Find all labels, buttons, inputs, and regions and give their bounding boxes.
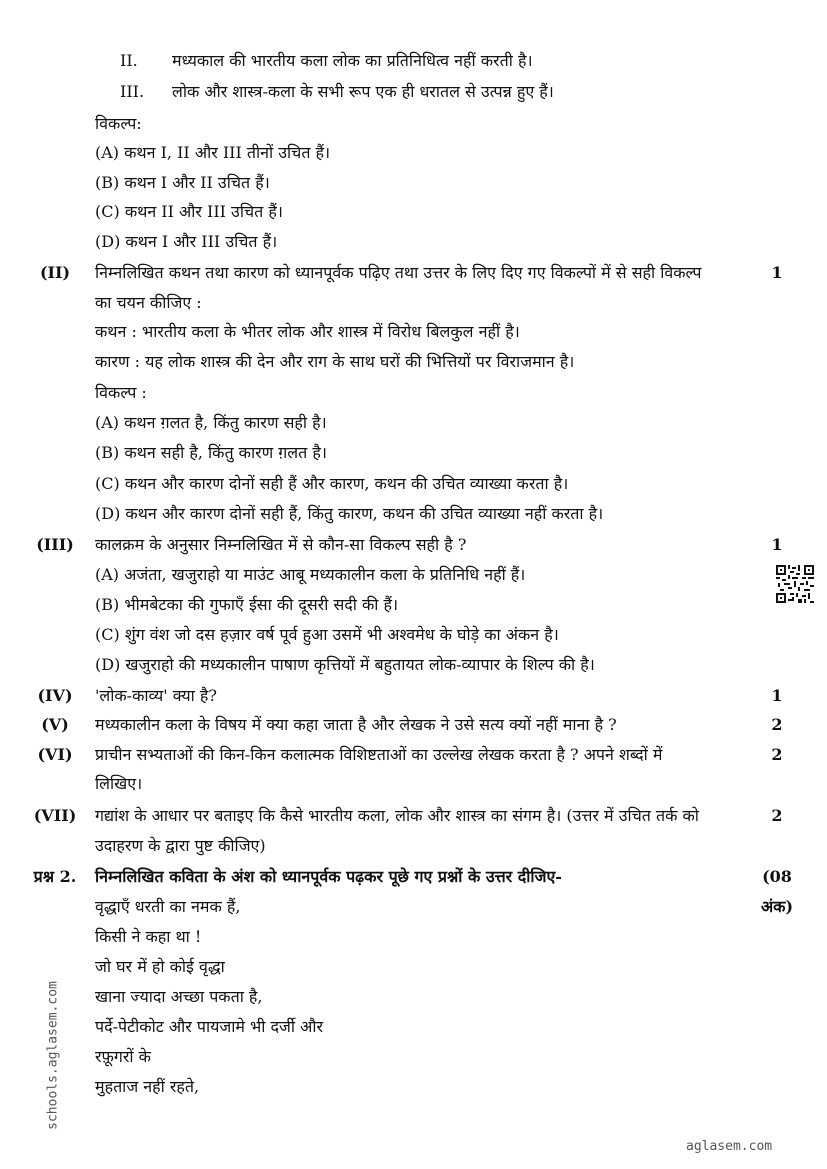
poem-line: जो घर में हो कोई वृद्धा	[95, 957, 225, 976]
option-III-d: (D) खजुराहो की मध्यकालीन पाषाण कृत्तियों में बहुतायत लोक-व्यापार के शिल्प की है।	[95, 655, 595, 674]
bottom-watermark: aglasem.com	[686, 1139, 773, 1154]
question-2-marks-line2: अंक)	[760, 897, 794, 916]
option-a: (A) कथन I, II और III तीनों उचित हैं।	[95, 143, 331, 162]
poem-line: मुहताज नहीं रहते,	[95, 1077, 200, 1096]
statement-III-text: लोक और शास्त्र-कला के सभी रूप एक ही धरातल से उत्पन्न हुए हैं।	[172, 82, 554, 101]
option-b: (B) कथन I और II उचित हैं।	[95, 173, 270, 192]
question-VI-text-line2: लिखिए।	[95, 774, 143, 793]
question-number-VI: (VI)	[37, 745, 73, 764]
question-V-marks: 2	[771, 715, 783, 734]
question-number-IV: (IV)	[37, 686, 73, 705]
question-number-II: (II)	[39, 263, 71, 282]
question-II-text-line2: का चयन कीजिए :	[95, 293, 202, 312]
option-III-a: (A) अजंता, खजुराहो या माउंट आबू मध्यकालीन कला के प्रतिनिधि नहीं हैं।	[95, 565, 526, 584]
question-III-marks: 1	[771, 535, 783, 554]
question-II-text-line1: निम्नलिखित कथन तथा कारण को ध्यानपूर्वक पढ़िए तथा उत्तर के लिए दिए गए विकल्पों में से सही विकल्प	[95, 263, 702, 282]
question-IV-marks: 1	[771, 686, 783, 705]
question-2-instruction: निम्नलिखित कविता के अंश को ध्यानपूर्वक पढ़कर पूछे गए प्रश्नों के उत्तर दीजिए-	[95, 867, 562, 886]
option-II-d: (D) कथन और कारण दोनों सही हैं, किंतु कारण, कथन की उचित व्याख्या नहीं करता है।	[95, 504, 604, 523]
option-III-b: (B) भीमबेटका की गुफाएँ ईसा की दूसरी सदी की हैं।	[95, 595, 399, 614]
options-label-II: विकल्प :	[95, 383, 147, 402]
statement-II-number: II.	[120, 51, 138, 70]
option-II-b: (B) कथन सही है, किंतु कारण ग़लत है।	[95, 443, 327, 462]
option-c: (C) कथन II और III उचित हैं।	[95, 202, 283, 221]
question-VI-text-line1: प्राचीन सभ्यताओं की किन-किन कलात्मक विशिष्टताओं का उल्लेख लेखक करता है ? अपने शब्दों में	[95, 745, 663, 764]
poem-line: रफ़ूगरों के	[95, 1047, 151, 1066]
question-2-number: प्रश्न 2.	[33, 867, 77, 886]
option-II-a: (A) कथन ग़लत है, किंतु कारण सही है।	[95, 413, 327, 432]
question-VII-text-line2: उदाहरण के द्वारा पुष्ट कीजिए)	[95, 836, 266, 855]
question-VI-marks: 2	[771, 745, 783, 764]
question-2-marks-line1: (08	[762, 867, 792, 886]
poem-line: खाना ज्यादा अच्छा पकता है,	[95, 987, 263, 1006]
question-V-text: मध्यकालीन कला के विषय में क्या कहा जाता है और लेखक ने उसे सत्य क्यों नहीं माना है ?	[95, 715, 617, 734]
poem-line: किसी ने कहा था !	[95, 927, 202, 946]
question-number-VII: (VII)	[33, 806, 77, 825]
question-VII-text-line1: गद्यांश के आधार पर बताइए कि कैसे भारतीय कला, लोक और शास्त्र का संगम है। (उत्तर में उचित तर्क को	[95, 806, 699, 825]
poem-line: वृद्धाएँ धरती का नमक हैं,	[95, 897, 241, 916]
options-label: विकल्प:	[95, 114, 142, 133]
question-IV-text: 'लोक-काव्य' क्या है?	[95, 686, 217, 705]
option-III-c: (C) शुंग वंश जो दस हज़ार वर्ष पूर्व हुआ उसमें भी अश्वमेध के घोड़े का अंकन है।	[95, 625, 559, 644]
question-II-marks: 1	[771, 263, 783, 282]
statement-II-text: मध्यकाल की भारतीय कला लोक का प्रतिनिधित्व नहीं करती है।	[172, 51, 533, 70]
option-II-c: (C) कथन और कारण दोनों सही हैं और कारण, कथन की उचित व्याख्या करता है।	[95, 474, 569, 493]
question-III-text: कालक्रम के अनुसार निम्नलिखित में से कौन-सा विकल्प सही है ?	[95, 535, 467, 554]
statement-III-number: III.	[120, 82, 145, 101]
option-d: (D) कथन I और III उचित हैं।	[95, 232, 278, 251]
question-VII-marks: 2	[771, 806, 783, 825]
qr-code	[776, 565, 814, 603]
poem-line: पर्दे-पेटीकोट और पायजामे भी दर्जी और	[95, 1017, 324, 1036]
side-watermark: schools.aglasem.com	[45, 981, 61, 1130]
question-number-V: (V)	[41, 715, 69, 734]
reason-text: कारण : यह लोक शास्त्र की देन और राग के साथ घरों की भित्तियों पर विराजमान है।	[95, 352, 575, 371]
question-number-III: (III)	[36, 535, 74, 554]
assertion-text: कथन : भारतीय कला के भीतर लोक और शास्त्र में विरोध बिलकुल नहीं है।	[95, 322, 520, 341]
